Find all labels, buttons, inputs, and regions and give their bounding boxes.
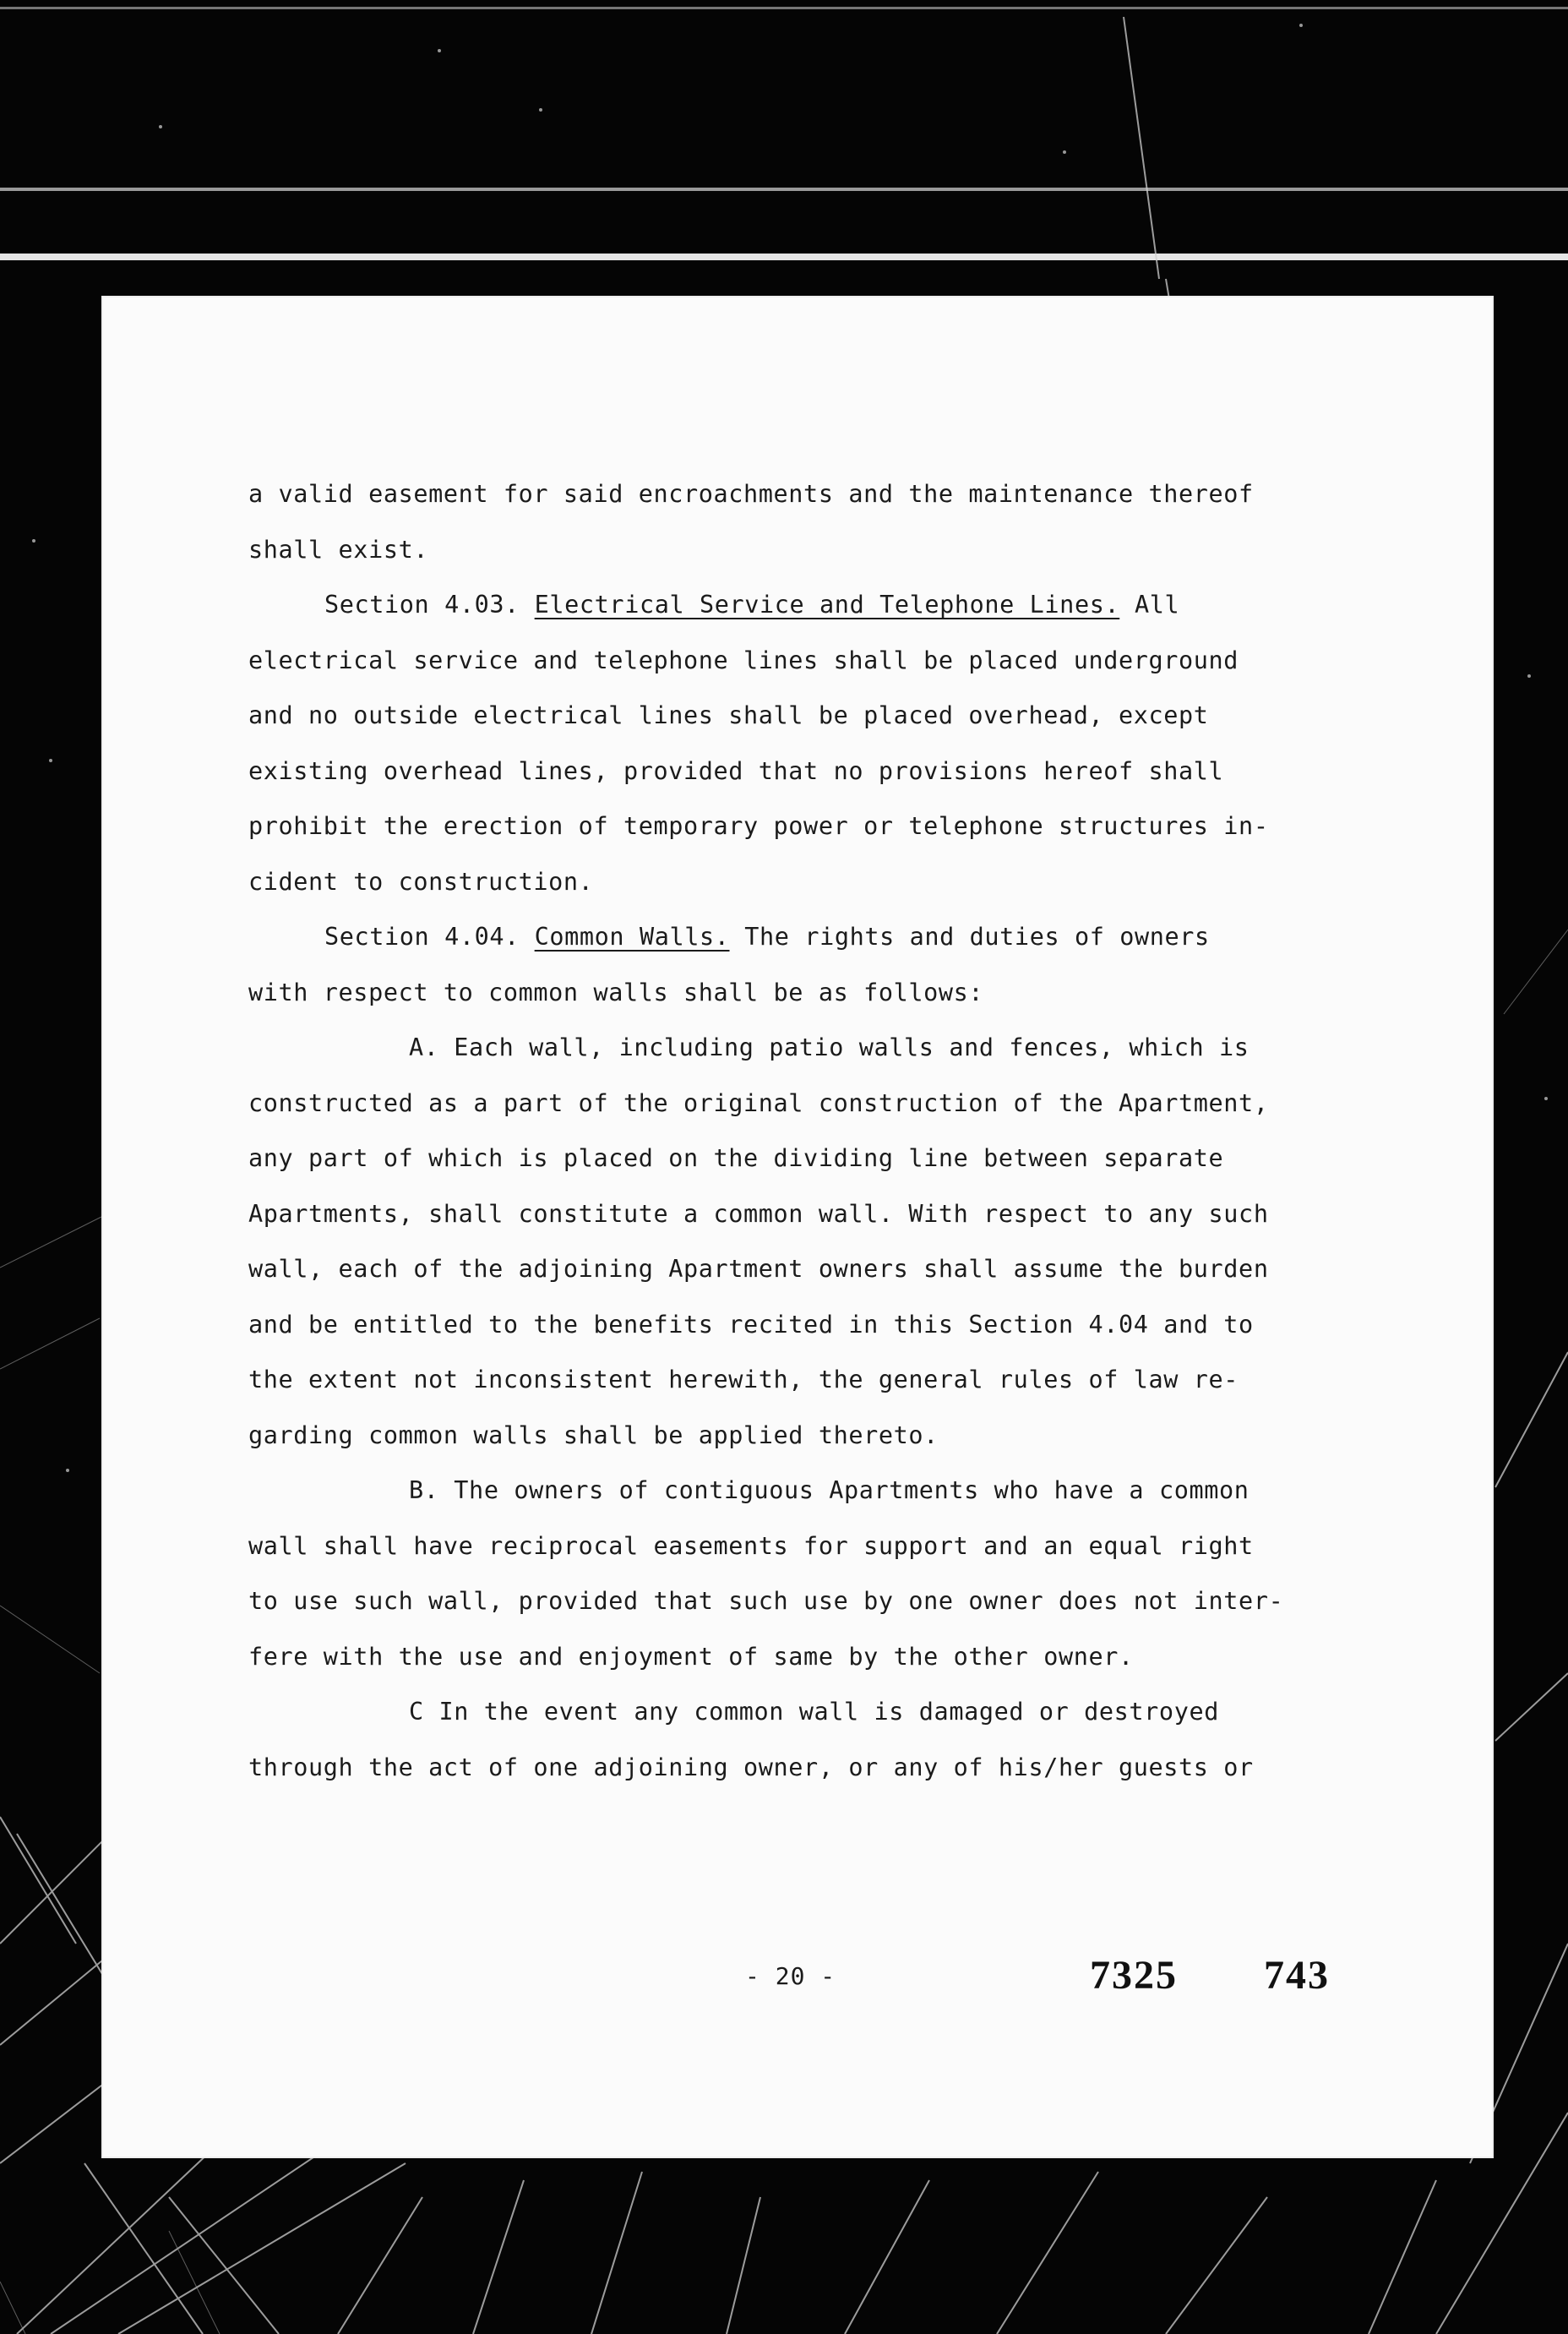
section-4-03-heading-line <box>248 577 1490 633</box>
text-line: existing overhead lines, provided that no provisions hereof shall <box>248 756 1224 785</box>
text-line: the extent not inconsistent herewith, the general rules of law re- <box>248 1366 1239 1393</box>
recording-page-stamp: 743 <box>1264 1953 1330 1998</box>
item-c-label: C <box>409 1698 424 1726</box>
item-b-line <box>248 1463 1490 1519</box>
section-4-04-title: Common Walls. <box>534 923 730 951</box>
section-4-04-heading-line <box>248 909 1490 965</box>
text-line: a valid easement for said encroachments and the maintenance thereof <box>248 480 1254 508</box>
text-line: cident to construction. <box>248 867 594 896</box>
text-line: and no outside electrical lines shall be placed overhead, except <box>248 701 1209 729</box>
text-line: to use such wall, provided that such use by one owner does not inter- <box>248 1587 1284 1615</box>
text-line: wall shall have reciprocal easements for support and an equal right <box>248 1531 1254 1560</box>
section-4-04-text: The rights and duties of owners <box>744 923 1210 951</box>
item-a-text: Each wall, including patio walls and fences, which is <box>454 1033 1250 1061</box>
text-line: electrical service and telephone lines shall be placed underground <box>248 646 1239 674</box>
section-4-03-number: Section 4.03. <box>324 591 520 619</box>
text-line: garding common walls shall be applied thereto. <box>248 1421 939 1449</box>
text-line: fere with the use and enjoyment of same by the other owner. <box>248 1642 1134 1671</box>
item-c-text: In the event any common wall is damaged or destroyed <box>438 1698 1219 1726</box>
item-b-label: B. <box>409 1476 439 1504</box>
text-line: with respect to common walls shall be as follows: <box>248 978 984 1006</box>
item-b-text: The owners of contiguous Apartments who have a common <box>454 1476 1250 1504</box>
text-line: through the act of one adjoining owner, or any of his/her guests or <box>248 1753 1254 1781</box>
recording-book-stamp: 7325 <box>1090 1953 1178 1998</box>
section-4-03-text: All <box>1135 591 1180 619</box>
item-c-line <box>248 1684 1490 1740</box>
text-line: prohibit the erection of temporary power or telephone structures in- <box>248 812 1269 840</box>
page-number: - 20 - <box>745 1962 836 1990</box>
item-a-label: A. <box>409 1033 439 1061</box>
item-a-line <box>248 1020 1490 1076</box>
text-line: constructed as a part of the original construction of the Apartment, <box>248 1088 1269 1117</box>
text-line: any part of which is placed on the dividing line between separate <box>248 1144 1224 1172</box>
section-4-04-number: Section 4.04. <box>324 923 520 951</box>
text-line: and be entitled to the benefits recited in this Section 4.04 and to <box>248 1310 1254 1339</box>
text-line: Apartments, shall constitute a common wall. With respect to any such <box>248 1199 1269 1228</box>
section-4-03-title: Electrical Service and Telephone Lines. <box>534 591 1120 619</box>
text-line: shall exist. <box>248 535 429 564</box>
page-text <box>248 466 1490 1795</box>
text-line: wall, each of the adjoining Apartment owners shall assume the burden <box>248 1255 1269 1283</box>
document-page <box>103 297 1492 2157</box>
